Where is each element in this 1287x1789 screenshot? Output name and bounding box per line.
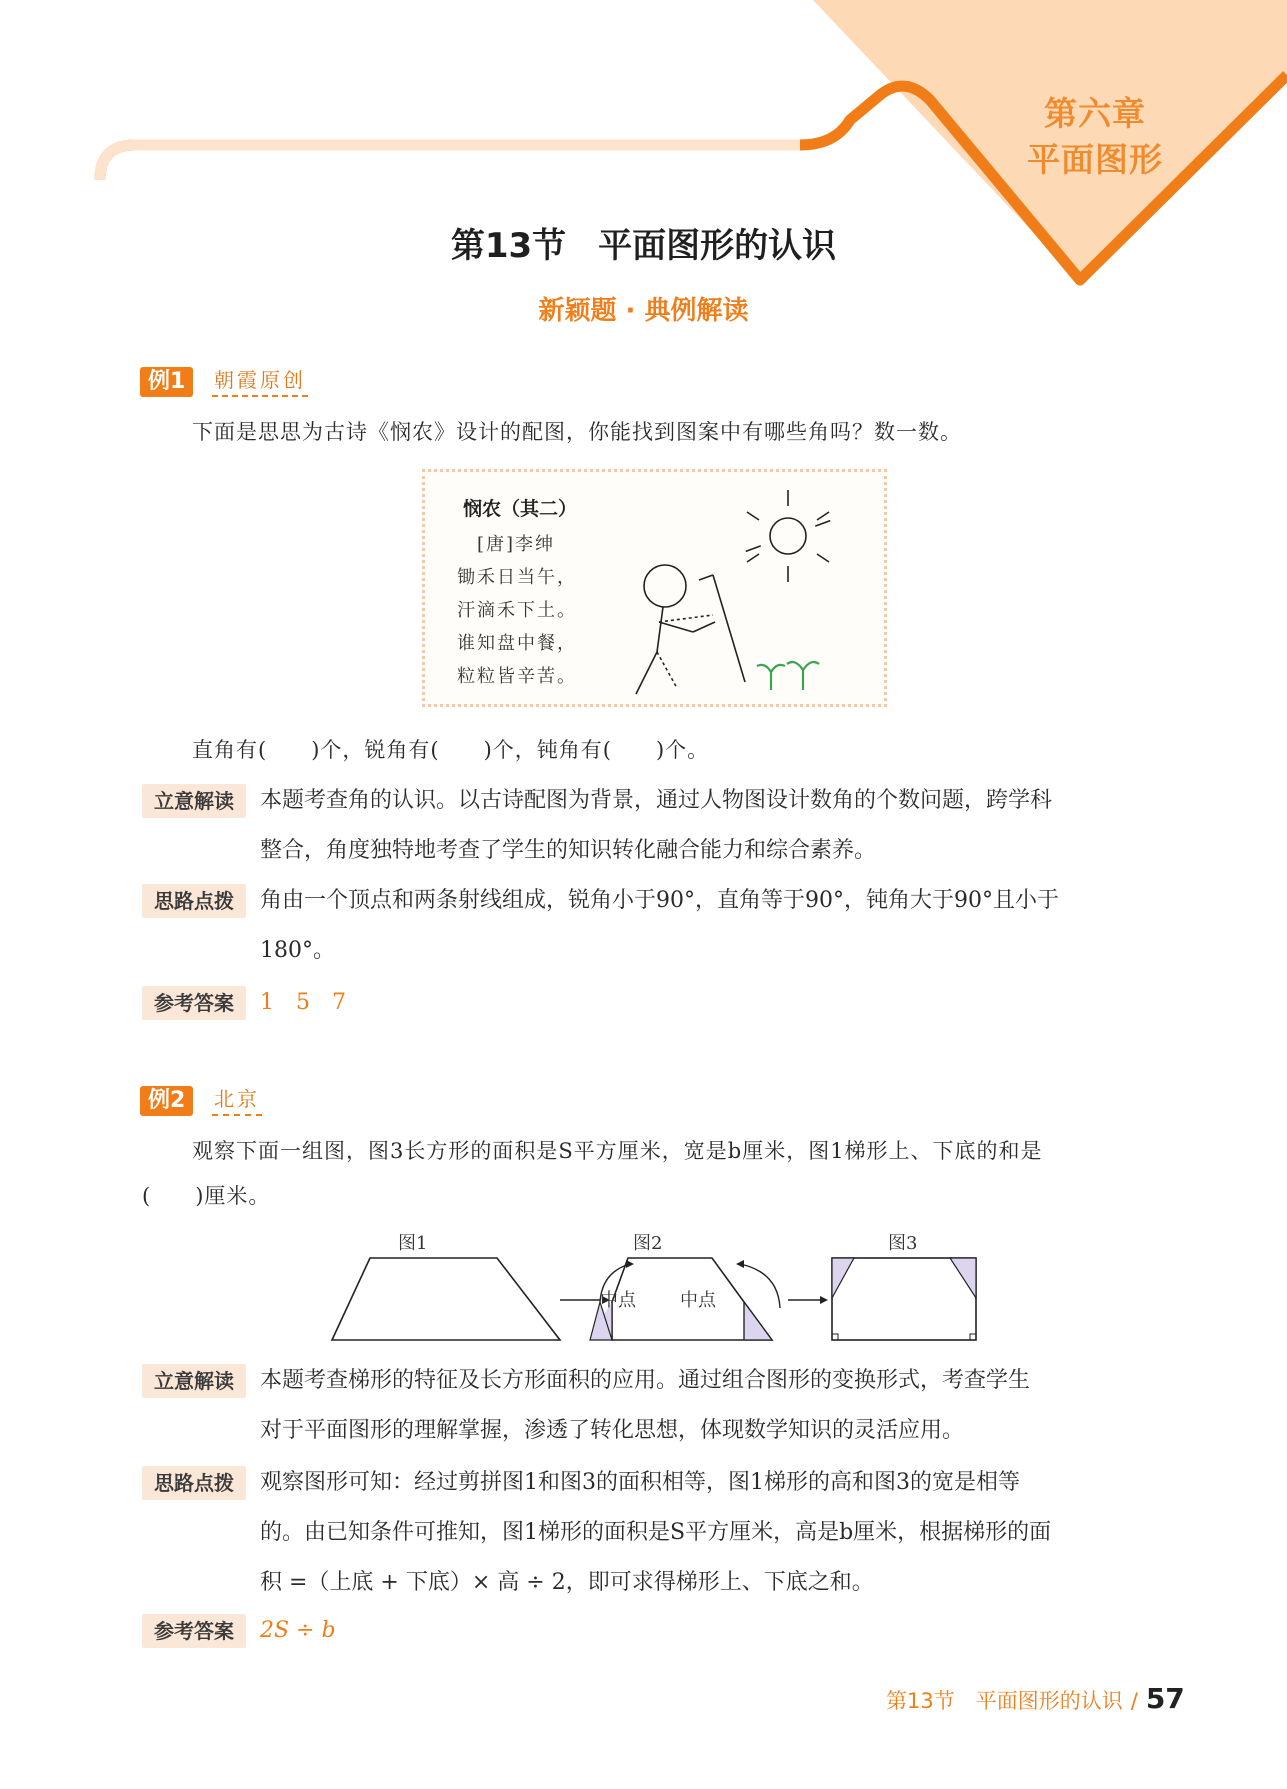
- footer-section: 第13节 平面图形的认识: [886, 1689, 1123, 1713]
- example2-intent-line2: 对于平面图形的理解掌握，渗透了转化思想，体现数学知识的灵活应用。: [260, 1418, 965, 1443]
- figure2-label: 图2: [633, 1233, 663, 1254]
- section-name: 平面图形的认识: [598, 226, 837, 266]
- figure1-label: 图1: [398, 1233, 428, 1254]
- poem-line: 汗滴禾下土。: [457, 600, 577, 621]
- example1-intent-line1: 本题考查角的认识。以古诗配图为背景，通过人物图设计数角的个数问题，跨学科: [260, 788, 1053, 813]
- figure3-left-triangle: [832, 1258, 854, 1298]
- figure3-rectangle: [832, 1258, 976, 1340]
- figure3-right-triangle: [950, 1258, 976, 1298]
- example2-question-line2: ( )厘米。: [142, 1184, 271, 1208]
- example1-source: 朝霞原创: [212, 365, 308, 397]
- figure2-right-triangle: [744, 1302, 772, 1340]
- sprout-icon: [757, 662, 819, 690]
- midpoint-right-label: 中点: [680, 1290, 716, 1311]
- example1-hint-line1: 角由一个顶点和两条射线组成，锐角小于90°，直角等于90°，钝角大于90°且小于: [260, 888, 1059, 913]
- example1-hint-line2: 180°。: [260, 938, 335, 963]
- example1-question: 下面是思思为古诗《悯农》设计的配图，你能找到图案中有哪些角吗？数一数。: [192, 420, 962, 444]
- section-number: 第13节: [450, 226, 567, 266]
- intent-label: 立意解读: [142, 1364, 246, 1398]
- example2-hint-line3: 积 =（上底 + 下底）× 高 ÷ 2，即可求得梯形上、下底之和。: [260, 1570, 874, 1595]
- farmer-drawing: [425, 472, 885, 704]
- example2-hint-line2: 的。由已知条件可推知，图1梯形的面积是S平方厘米，高是b厘米，根据梯形的面: [260, 1520, 1052, 1545]
- example1-blanks: 直角有( )个，锐角有( )个，钝角有( )个。: [192, 738, 710, 762]
- poem-title: 悯农（其二）: [463, 498, 578, 520]
- chapter-title: 平面图形: [1027, 140, 1163, 179]
- example2-tag: 例2: [140, 1086, 193, 1116]
- footer-separator: /: [1130, 1689, 1138, 1713]
- poem-line: 粒粒皆辛苦。: [457, 666, 577, 687]
- example2-intent: [260, 1356, 1168, 1456]
- intent-label: 立意解读: [142, 784, 246, 818]
- page-subtitle: 新颖题 · 典例解读: [538, 296, 749, 326]
- trapezoid-figures: [320, 1250, 1000, 1350]
- answer-label: 参考答案: [142, 986, 246, 1020]
- example2-answer: 2S ÷ b: [260, 1618, 336, 1643]
- example2-source: 北京: [212, 1084, 262, 1116]
- midpoint-left-label: 中点: [600, 1290, 636, 1311]
- example1-answer: 1 5 7: [260, 990, 346, 1015]
- example1-intent: [260, 776, 1168, 876]
- poem-author: [唐]李绅: [477, 534, 556, 555]
- poem-line: 锄禾日当午，: [457, 567, 577, 588]
- figure3-label: 图3: [888, 1233, 918, 1254]
- stick-figure: [636, 565, 745, 694]
- header-light-line: [100, 145, 800, 180]
- example2-hint: [260, 1458, 1168, 1608]
- hint-label: 思路点拨: [142, 884, 246, 918]
- hint-label: 思路点拨: [142, 1466, 246, 1500]
- poem-figure: [422, 469, 887, 707]
- sun-icon: [746, 490, 831, 582]
- answer-label: 参考答案: [142, 1614, 246, 1648]
- example2-question-line1: 观察下面一组图，图3长方形的面积是S平方厘米，宽是b厘米，图1梯形上、下底的和是: [192, 1139, 1043, 1163]
- page-title: [0, 218, 1287, 267]
- rotate-arrow-right: [740, 1264, 780, 1308]
- page-footer: [886, 1682, 1185, 1715]
- page-number: 57: [1145, 1682, 1185, 1715]
- example2-intent-line1: 本题考查梯形的特征及长方形面积的应用。通过组合图形的变换形式，考查学生: [260, 1368, 1031, 1393]
- example1-intent-line2: 整合，角度独特地考查了学生的知识转化融合能力和综合素养。: [260, 838, 877, 863]
- example1-tag: 例1: [140, 367, 193, 397]
- example2-hint-line1: 观察图形可知：经过剪拼图1和图3的面积相等，图1梯形的高和图3的宽是相等: [260, 1470, 1020, 1495]
- example1-hint: [260, 876, 1168, 976]
- poem-line: 谁知盘中餐，: [457, 633, 577, 654]
- chapter-number: 第六章: [1044, 94, 1146, 133]
- arrow-2-head: [820, 1296, 828, 1304]
- figure1-trapezoid: [332, 1258, 560, 1340]
